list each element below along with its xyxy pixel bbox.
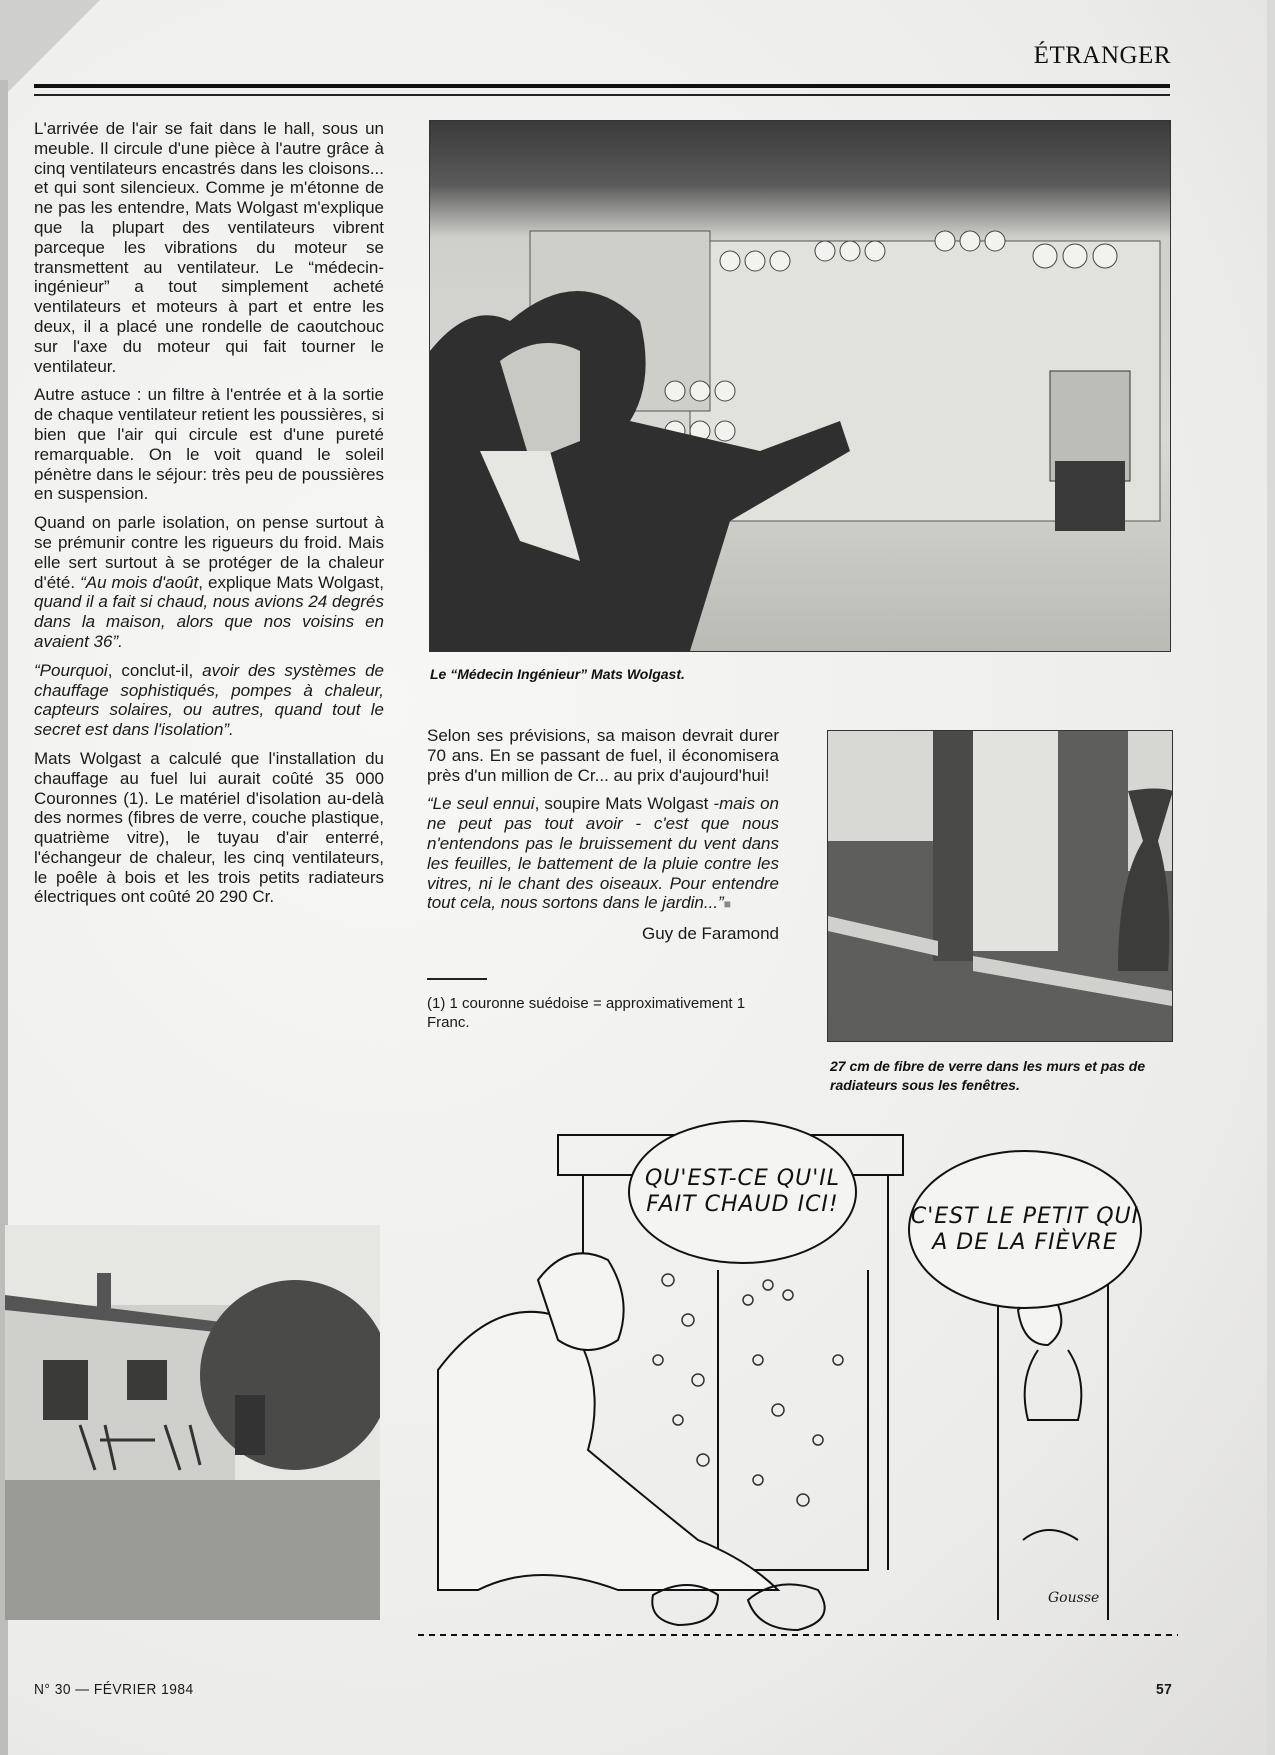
photo-caption-main: Le “Médecin Ingénieur” Mats Wolgast. bbox=[430, 666, 685, 682]
speech-bubble-man: QU'EST-CE QU'IL FAIT CHAUD ICI! bbox=[628, 1120, 857, 1264]
paragraph-conclusion-quote: “Pourquoi, conclut-il, avoir des systèmes de chauffage sophistiqués, pompes à chaleur, capteurs solaires, ou autres, quand tout le secret est dans l'isolation”. bbox=[34, 660, 384, 740]
photo-doctor-engineer bbox=[429, 120, 1171, 652]
speech-bubble-woman: C'EST LE PETIT QUI A DE LA FIÈVRE bbox=[908, 1150, 1142, 1309]
page-edge-right bbox=[1267, 0, 1275, 1755]
header-rule-thin bbox=[34, 94, 1170, 96]
cartoon-illustration bbox=[418, 1120, 1178, 1650]
photo-illustration bbox=[430, 121, 1170, 651]
paragraph-costs: Mats Wolgast a calculé que l'installation du chauffage au fuel lui aurait coûté 35 000 Couronnes (1). Le matériel d'isolation au-delà des normes (fibres de verre, couche plastique, quatrième vitre), le tuyau d'air enterré, l'échangeur de chaleur, les cinq ventilateurs, le poêle à bois et les trois petits radiateurs électriques ont coûté 20 290 Cr. bbox=[34, 748, 384, 907]
author-byline: Guy de Faramond bbox=[641, 924, 779, 944]
page-number: 57 bbox=[1156, 1681, 1173, 1698]
paragraph-forecast: Selon ses prévisions, sa maison devrait durer 70 ans. En se passant de fuel, il économisera près d'un million de Cr... au prix d'aujourd'hui! bbox=[427, 726, 779, 785]
paragraph-filters: Autre astuce : un filtre à l'entrée et à la sortie de chaque ventilateur retient les poussières, si bien que l'air qui circule est d'une pureté remarquable. On le voit quand le soleil pénètre dans le séjour: très peu de poussières en suspension. bbox=[34, 385, 384, 504]
photo-wall-window bbox=[827, 730, 1173, 1042]
paragraph-ventilation: L'arrivée de l'air se fait dans le hall, sous un meuble. Il circule d'une pièce à l'autre grâce à cinq ventilateurs encastrés dans les cloisons... et qui sont silencieux. Comme je m'étonne de ne pas les entendre, Mats Wolgast m'explique que la plupart des ventilateurs vibrent parceque les vibrations du moteur se transmettent au ventilateur. Le “médecin-ingénieur” a tout simplement acheté ventilateurs et moteurs à part et entre les deux, il a placé une rondelle de caoutchouc sur l'axe du moteur qui fait tourner le ventilateur. bbox=[34, 119, 384, 376]
middle-column bbox=[427, 726, 779, 1032]
issue-date: N° 30 — FÉVRIER 1984 bbox=[34, 1681, 194, 1698]
end-of-article-mark: ■ bbox=[723, 897, 731, 912]
header-rule-thick bbox=[34, 84, 1170, 88]
paragraph-isolation: Quand on parle isolation, on pense surtout à se prémunir contre les rigueurs du froid. Mais elle sert surtout à se protéger de la chaleur d'été. “Au mois d'août, explique Mats Wolgast, quand il a fait si chaud, nous avions 24 degrés dans la maison, alors que nos voisins en avaient 36”. bbox=[34, 513, 385, 651]
section-title: ÉTRANGER bbox=[1033, 42, 1171, 69]
photo-illustration bbox=[5, 1225, 380, 1620]
left-column bbox=[34, 119, 384, 916]
paragraph-final-quote: “Le seul ennui, soupire Mats Wolgast -mais on ne peut pas tout avoir - c'est que nous n'entendons pas le bruissement du vent dans les feuilles, le battement de la pluie contre les vitres, ni le chant des oiseaux. Pour entendre tout cela, nous sortons dans le jardin...”■ bbox=[427, 794, 779, 913]
footnote: (1) 1 couronne suédoise = approximativement 1 Franc. bbox=[427, 994, 746, 1031]
photo-illustration bbox=[828, 731, 1172, 1041]
footnote-rule bbox=[427, 978, 487, 980]
photo-caption-wall: 27 cm de fibre de verre dans les murs et pas de radiateurs sous les fenêtres. bbox=[830, 1058, 1146, 1093]
cartoonist-signature: Gousse bbox=[1048, 1590, 1100, 1606]
photo-house-garden bbox=[5, 1225, 380, 1620]
